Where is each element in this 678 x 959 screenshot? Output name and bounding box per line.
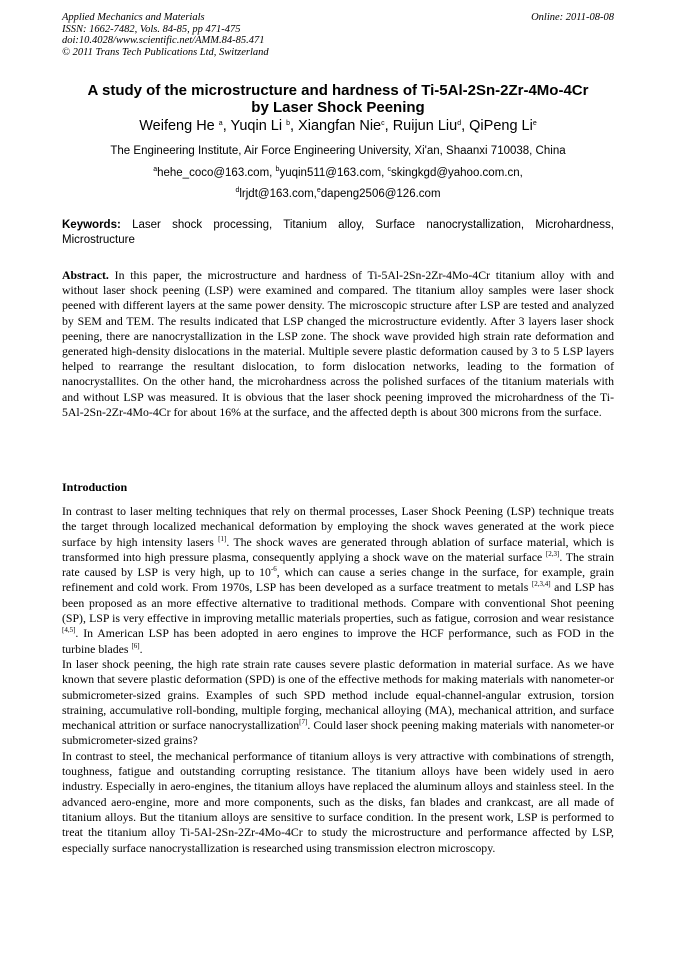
online-date: Online: 2011-08-08 bbox=[531, 12, 614, 23]
doi: doi:10.4028/www.scientific.net/AMM.84-85.471 bbox=[62, 35, 265, 46]
email-list: $^a$hehe_coco@163.com, $^b$yuqin511@163.com, $^c$skingkgd@yahoo.com.cn, $^d$lrjdt@163.com,$^e$dapeng2506@126.com bbox=[153, 166, 523, 200]
citation: [2,3,4] bbox=[531, 580, 551, 589]
email-e: dapeng2506@126.com bbox=[320, 188, 441, 200]
introduction-heading: Introduction bbox=[62, 480, 128, 494]
title-line-1: A study of the microstructure and hardness of Ti-5Al-2Sn-2Zr-4Mo-4Cr bbox=[87, 82, 589, 99]
issn: ISSN: 1662-7482, Vols. 84-85, pp 471-475 bbox=[62, 23, 241, 35]
email-d: lrjdt@163.com bbox=[239, 188, 314, 200]
citation: [2,3] bbox=[545, 549, 560, 558]
author-name: QiPeng Li bbox=[469, 118, 533, 134]
keywords-text: Laser shock processing, Titanium alloy, Surface nanocrystallization, Microhardness, Microstructure bbox=[62, 219, 614, 246]
citation: [6] bbox=[131, 641, 140, 650]
paragraph-3: In contrast to steel, the mechanical performance of titanium alloys is very attractive with combinations of strength, toughness, fatigue and outstanding corrupting resistance. The titanium alloys have been widely used in aero industry. Especially in aero-engines, the titanium alloys have replaced the aluminum alloys and stainless steel. In the advanced aero-engine, more and more components, such as the disks, fan blades and crankcast, are all made of titanium alloys. But the titanium alloys are sensitive to surface condition. In the present work, LSP is performed to treat the titanium alloy Ti-5Al-2Sn-2Zr-4Mo-4Cr to study the microstructure and performance affected by LSP, especially surface nanocrystallization is researched using transmission electron microscopy. bbox=[62, 748, 614, 855]
email-c: skingkgd@yahoo.com.cn bbox=[390, 167, 520, 179]
exponent: -6 bbox=[270, 565, 277, 574]
author-name: Ruijun Liu bbox=[392, 118, 458, 134]
author-sup: c bbox=[381, 120, 385, 127]
author-list: Weifeng He $^a$, Yuqin Li $^b$, Xiangfan Nie$^c$, Ruijun Liu$^d$, QiPeng Li$^e$ bbox=[139, 118, 537, 134]
copyright: © 2011 Trans Tech Publications Ltd, Switzerland bbox=[62, 46, 269, 58]
author-name: Xiangfan Nie bbox=[298, 118, 382, 134]
title-line-2: by Laser Shock Peening bbox=[251, 99, 425, 116]
author-name: Weifeng He bbox=[139, 118, 219, 134]
author-sup: d bbox=[457, 120, 462, 127]
citation: [7] bbox=[299, 718, 308, 727]
keywords bbox=[62, 218, 614, 248]
affiliation: The Engineering Institute, Air Force Engineering University, Xi'an, Shaanxi 710038, China bbox=[110, 145, 566, 157]
author-name: Yuqin Li bbox=[230, 118, 287, 134]
abstract bbox=[62, 268, 614, 420]
paragraph-1: In contrast to laser melting techniques that rely on thermal processes, Laser Shock Peening (LSP) technique treats the target through localized mechanical deformation by employing the shock waves generated at the work piece surface by high intensity lasers [1]. The shock waves are generated through ablation of surface material, which is transformed into high pressure plasma, consequently applying a shock wave on the material surface [2,3]. The strain rate caused by LSP is very high, up to $10^{-6}$, which can cause a series change in the surface, for example, grain refinement and cold work. From 1970s, LSP has been developed as a surface treatment to metals [2,3,4] and LSP has been proposed as an more effective alternative to traditional methods. Compare with conventional Shot peening (SP), LSP is very effective in improving metallic materials properties, such as fatigue, corrosion and wear resistance [4,5]. In American LSP has been adopted in aero engines to improve the HCF performance, such as FOD in the turbine blades [6]. bbox=[62, 504, 615, 656]
keywords-label: Keywords: bbox=[62, 219, 121, 231]
email-a: hehe_coco@163.com bbox=[157, 167, 270, 179]
author-sup: b bbox=[286, 120, 291, 127]
citation: [1] bbox=[218, 534, 227, 543]
email-b: yuqin511@163.com bbox=[279, 167, 382, 179]
paper-title bbox=[62, 82, 614, 116]
journal-header bbox=[62, 12, 614, 58]
abstract-label: Abstract. bbox=[62, 268, 109, 282]
paragraph-2: In laser shock peening, the high rate strain rate causes severe plastic deformation in material surface. As we have known that severe plastic deformation (SPD) is one of the effective methods for making materials with nanometer-or submicrometer-sized grains. Examples of such SPD method include equal-channel-angular extrusion, torsion straining, accumulative roll-bonding, multiple forging, mechanical alloying (MA), mechanical attrition, and surface mechanical attrition or surface nanocrystallization[7]. Could laser shock peening making materials with nanometer-or submicrometer-sized grains? bbox=[62, 656, 615, 748]
abstract-text: In this paper, the microstructure and hardness of Ti-5Al-2Sn-2Zr-4Mo-4Cr titanium alloy with and without laser shock peening (LSP) were examined and compared. The titanium alloy samples were laser shock peened with different layers at the same power density. The microscopic structure after LSP are tested and analyzed by SEM and TEM. The results indicated that LSP changed the microstructure evidently. After 3 layers laser shock peening, there are nanocrystallization in the LSP zone. The shock wave provided high strain rate deformation and generated high-density dislocations in the material. Multiple severe plastic deformation caused by 3 to 5 LSP layers helped to rearrange the resultant dislocation, to form dislocation networks, leading to the formation of nanocrystallites. On the other hand, the microhardness across the polished surfaces of the titanium materials with and without LSP was measured. It is obvious that the laser shock peening improved the microhardness of the Ti-5Al-2Sn-2Zr-4Mo-4Cr for about 16% at the surface, and the affected depth is about 300 microns from the surface. bbox=[62, 268, 614, 419]
introduction-body bbox=[62, 504, 614, 856]
journal-name: Applied Mechanics and Materials bbox=[62, 12, 205, 23]
author-sup: e bbox=[532, 120, 537, 127]
author-sup: a bbox=[218, 120, 223, 127]
citation: [4,5] bbox=[62, 626, 76, 635]
